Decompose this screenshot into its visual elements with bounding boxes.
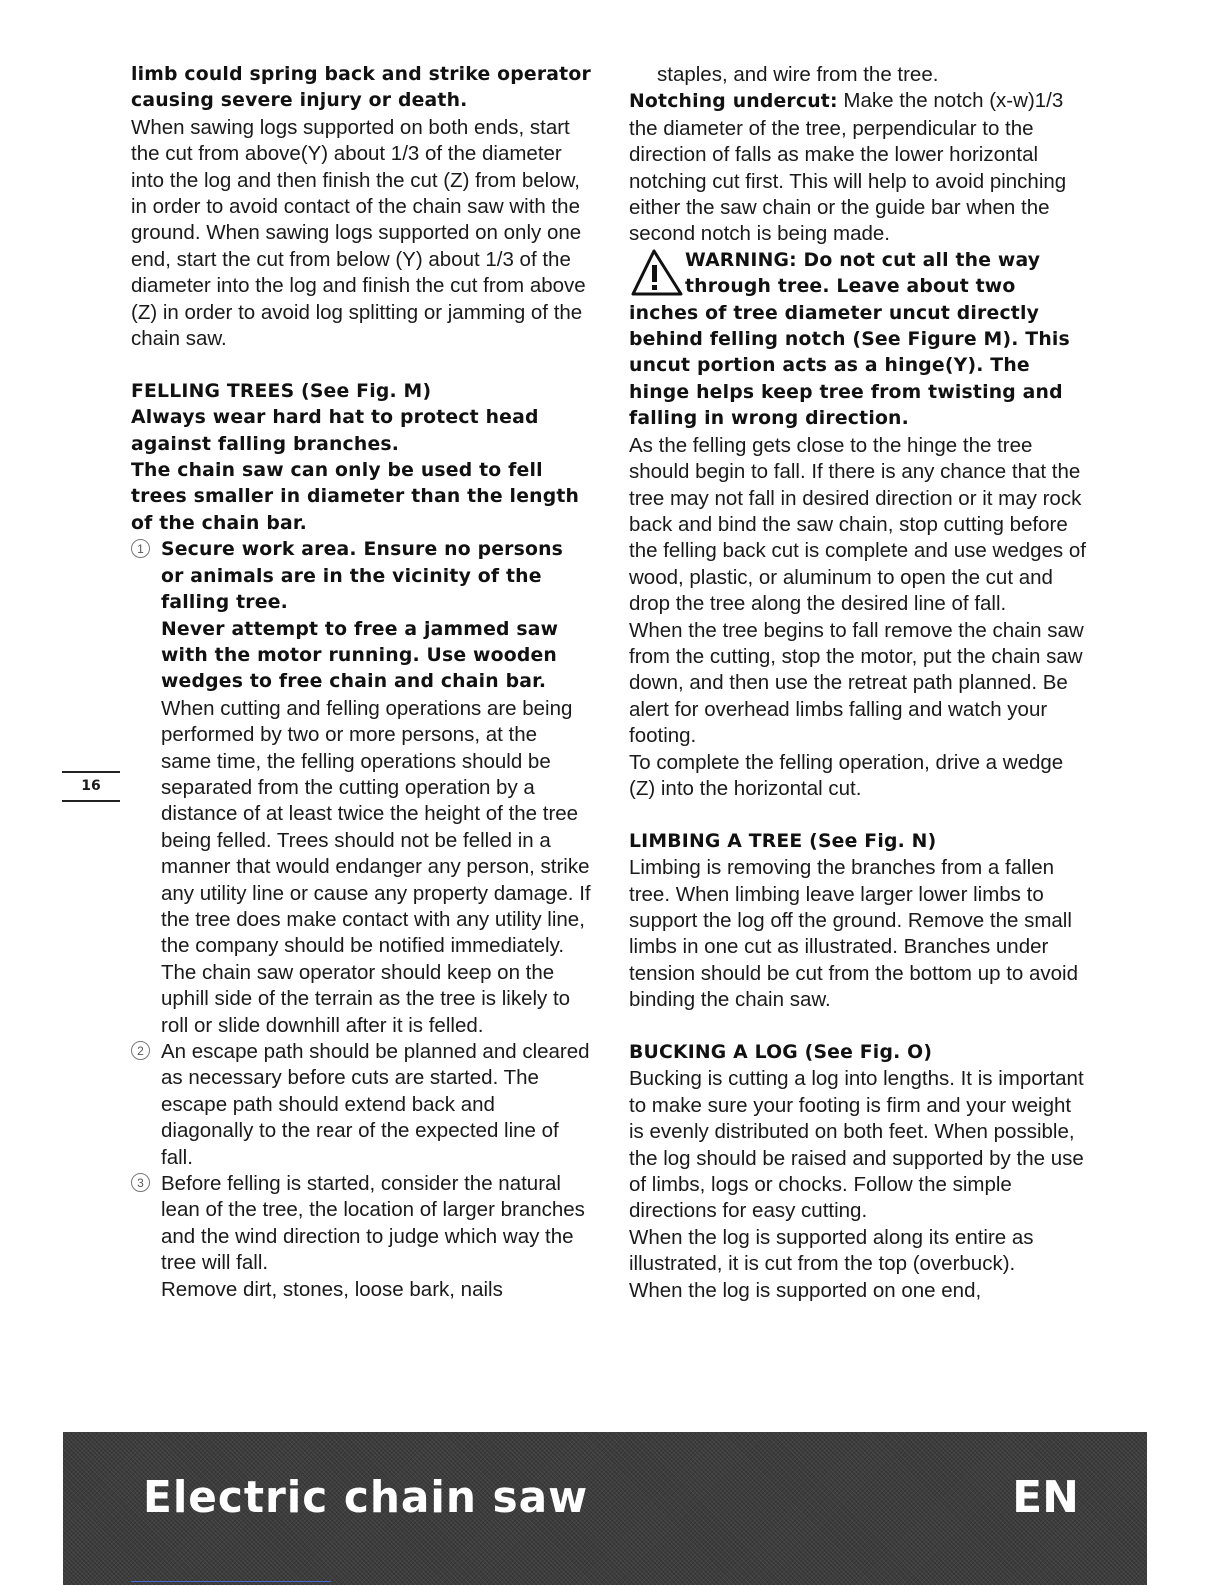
bucking-paragraph: Bucking is cutting a log into lengths. It is important to make sure your footing is firm and your weight is evenly distributed on both feet. When possible, the log should be raised and supported by the use of limbs, logs or chocks. Follow the simple directions for easy cutting. [629,1067,1084,1223]
support-paragraph: When the log is supported along its entire as illustrated, it is cut from the top (overbuck). [629,1225,1034,1276]
limbing-paragraph: Limbing is removing the branches from a fallen tree. When limbing leave larger lower limbs to support the log off the ground. Remove the small limbs in one cut as illustrated. Branches under tension should be cut from the bottom up to avoid binding the chain saw. [629,856,1078,1012]
item-text: The chain saw operator should keep on the uphill side of the terrain as the tree is likely to roll or slide downhill after it is felled. [161,960,571,1037]
warning-triangle-icon [629,248,683,298]
page-number: 16 [81,778,101,794]
footer-underline [131,1581,331,1582]
item-text: When cutting and felling operations are being performed by two or more persons, at the same time, the felling operations should be separated from the cutting operation by a distance of at least twice the height of the tree being felled. Trees should not be felled in a manner that would endanger any person, strike any utility line or cause any property damage. If the tree does make contact with any utility line, the company should be notified immediately. [161,696,591,958]
left-column [131,62,591,1303]
footer-title: Electric chain saw [143,1472,589,1523]
page-number-rule-top [62,771,120,773]
list-item [131,1039,591,1171]
right-column [629,62,1089,1304]
warning-continuation: limb could spring back and strike operator causing severe injury or death. [131,64,591,112]
item-number: 1 [131,539,150,558]
warning-line-2: through tree. Leave about two [685,276,1016,298]
warning-rest: inches of tree diameter uncut directly behind felling notch (See Figure M). This uncut portion acts as a hinge(Y). The hinge helps keep tree from twisting and falling in wrong direction. [629,302,1070,430]
fell-limit-warning: The chain saw can only be used to fell trees smaller in diameter than the length of the chain bar. [131,460,580,534]
footer-banner [63,1432,1147,1585]
item-text: Remove dirt, stones, loose bark, nails [161,1277,503,1301]
limbing-heading: LIMBING A TREE (See Fig. N) [629,830,937,852]
item-number: 3 [131,1173,150,1192]
fall-paragraph: When the tree begins to fall remove the chain saw from the cutting, stop the motor, put the chain saw down, and then use the retreat path planned. Be alert for overhead limbs falling and watch your footing. [629,618,1084,748]
felling-heading: FELLING TREES (See Fig. M) [131,380,432,402]
notching-label: Notching undercut: [629,91,838,113]
warning-line-1: WARNING: Do not cut all the way [685,249,1041,271]
item-text: Before felling is started, consider the natural lean of the tree, the location of larger branches and the wind direction to judge which way the tree will fall. [161,1172,585,1275]
bucking-heading: BUCKING A LOG (See Fig. O) [629,1042,933,1063]
hard-hat-warning: Always wear hard hat to protect head against falling branches. [131,407,539,455]
felling-paragraph: As the felling gets close to the hinge the tree should begin to fall. If there is any chance that the tree may not fall in desired direction or it may rock back and bind the saw chain, stop cutting before the felling back cut is complete and use wedges of wood, plastic, or aluminum to open the cut and drop the tree along the desired line of fall. [629,433,1086,616]
list-item [131,1171,591,1303]
continuation-text: staples, and wire from the tree. [657,63,939,86]
complete-paragraph: To complete the felling operation, drive a wedge (Z) into the horizontal cut. [629,750,1064,800]
item-text: An escape path should be planned and cleared as necessary before cuts are started. The escape path should extend back and diagonally to the rear of the expected line of fall. [161,1040,590,1169]
logs-paragraph: When sawing logs supported on both ends, start the cut from above(Y) about 1/3 of the diameter into the log and then finish the cut (Z) from below, in order to avoid contact of the chain saw with the ground. When sawing logs supported on only one end, start the cut from below (Y) about 1/3 of the diameter into the log and finish the cut from above (Z) in order to avoid log splitting or jamming of the chain saw. [131,115,586,351]
support-paragraph: When the log is supported on one end, [629,1278,982,1302]
warning-block [629,248,1089,301]
page-number-rule-bottom [62,800,120,802]
item-bold-text: Secure work area. Ensure no persons or animals are in the vicinity of the falling tree. [161,539,564,614]
notching-text: Make the notch (x-w)1/3 the diameter of the tree, perpendicular to the direction of falls as make the lower horizontal notching cut first. This will help to avoid pinching either the saw chain or the guide bar when the second notch is being made. [629,89,1067,246]
item-bold-text: Never attempt to free a jammed saw with the motor running. Use wooden wedges to free chain and chain bar. [161,618,559,693]
notching-paragraph [629,88,1089,247]
language-code: EN [1012,1472,1079,1523]
list-item [131,537,591,1039]
item-number: 2 [131,1041,150,1060]
